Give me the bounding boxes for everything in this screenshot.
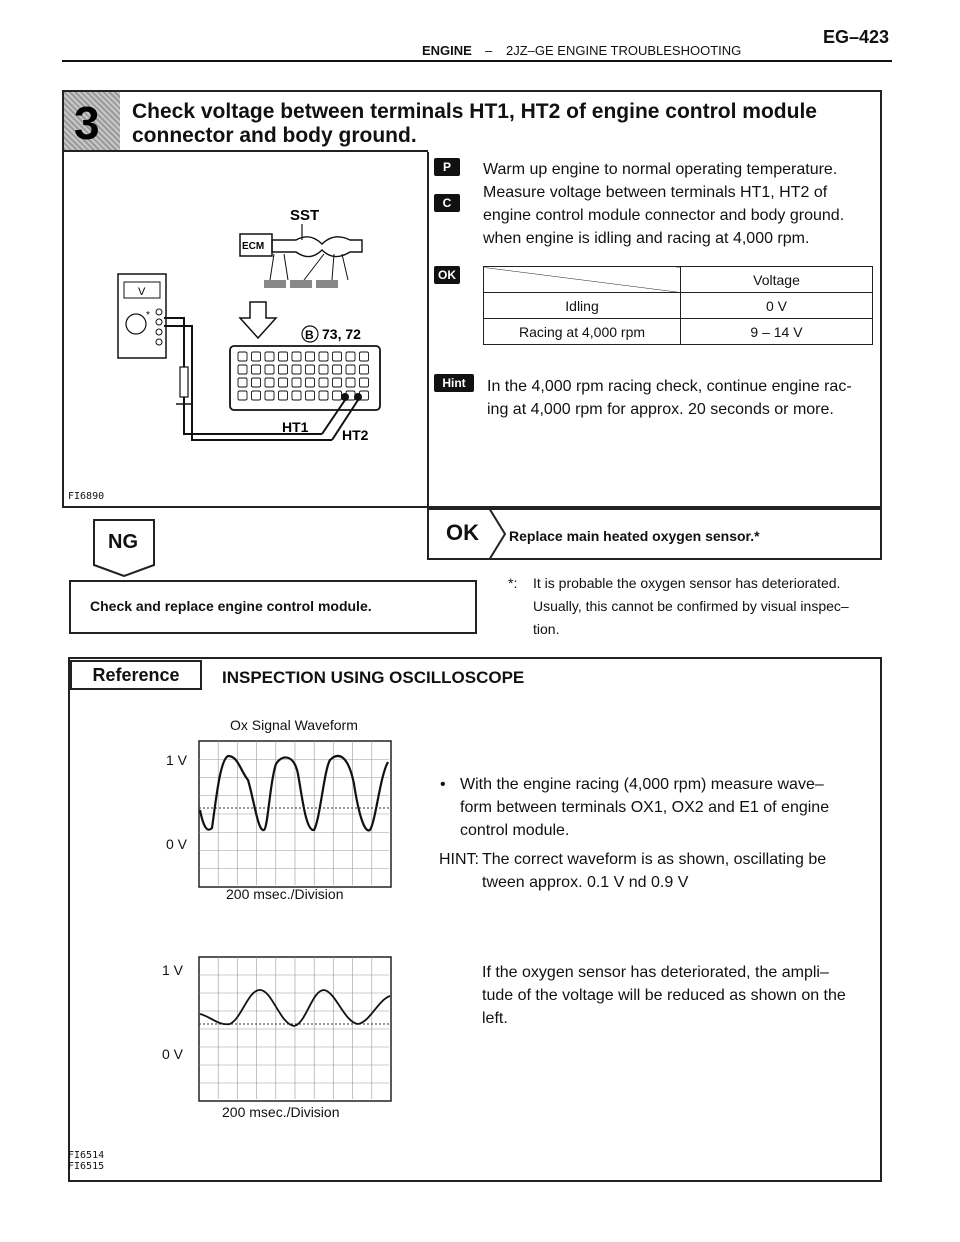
connector-pin: [238, 378, 247, 387]
scope2-display: [198, 956, 392, 1102]
scope1-display: [198, 740, 392, 888]
row-value: 9 – 14 V: [681, 319, 873, 345]
reference-tab: Reference: [70, 660, 202, 690]
connector-pin: [265, 352, 274, 361]
ok-label: OK: [446, 520, 479, 545]
tag-p: P: [434, 158, 460, 176]
connector-pin: [333, 365, 342, 374]
connector-pin: [292, 378, 301, 387]
connector-pin: [360, 378, 369, 387]
reference-title: INSPECTION USING OSCILLOSCOPE: [222, 668, 525, 687]
figure-id-1: FI6514: [68, 1150, 105, 1161]
header-dash: –: [485, 43, 493, 58]
probe-icon: [180, 367, 188, 397]
connector-label: 73, 72: [322, 326, 361, 342]
scope1-0v-label: 0 V: [166, 836, 188, 852]
scope1-title: Ox Signal Waveform: [230, 717, 358, 733]
connector-pins: [238, 352, 369, 400]
connector-pin: [306, 365, 315, 374]
connector-pin: [346, 352, 355, 361]
table-row: [484, 293, 873, 319]
connector-letter: B: [305, 328, 314, 342]
connector-pin: [319, 365, 328, 374]
header-subtitle: 2JZ–GE ENGINE TROUBLESHOOTING: [506, 43, 742, 58]
procedure-line1: Warm up engine to normal operating temperature.: [483, 161, 838, 178]
connector-pin: [333, 391, 342, 400]
sst-label: SST: [290, 207, 320, 224]
bullet-marker: •: [440, 776, 446, 793]
connector-pin: [252, 365, 261, 374]
hint-text: [487, 375, 852, 421]
connector-pin: [238, 391, 247, 400]
connector-pin: [346, 365, 355, 374]
connector-pin: [306, 378, 315, 387]
bullet-text: [460, 773, 829, 842]
connector-pin: [252, 352, 261, 361]
hint-prefix: HINT:: [439, 851, 479, 868]
procedure-line2: Measure voltage between terminals HT1, HT2 of: [483, 184, 828, 201]
connector-pin: [252, 391, 261, 400]
reference-hint-line2: tween approx. 0.1 V nd 0.9 V: [482, 874, 689, 891]
connector-pin: [319, 391, 328, 400]
connector-pin: [279, 391, 288, 400]
header-rule: [62, 60, 892, 62]
footnote-line2: Usually, this cannot be confirmed by visual inspec–: [533, 598, 849, 614]
wiring-diagram: [64, 152, 426, 506]
footnote-line1: It is probable the oxygen sensor has deteriorated.: [533, 575, 841, 591]
connector-pin: [279, 352, 288, 361]
step-title-line2: connector and body ground.: [132, 124, 417, 147]
ecm-label: ECM: [242, 241, 265, 252]
tag-c: C: [434, 194, 460, 212]
connector-pin: [360, 352, 369, 361]
procedure-line3: engine control module connector and body ground.: [483, 207, 845, 224]
tag-ok: OK: [434, 266, 460, 284]
reference-hint: [482, 848, 826, 894]
ht2-label: HT2: [342, 427, 369, 443]
deteriorated-line3: left.: [482, 1010, 508, 1027]
table-header-voltage: Voltage: [681, 267, 873, 293]
voltage-table: [483, 266, 873, 345]
ok-action: Replace main heated oxygen sensor.*: [509, 528, 760, 544]
bullet-line2: form between terminals OX1, OX2 and E1 of engine: [460, 799, 830, 816]
footnote-marker: *:: [508, 575, 518, 591]
ht1-label: HT1: [282, 419, 309, 435]
row-condition: Idling: [484, 293, 681, 319]
step-title: [132, 100, 862, 148]
connector-pin: [238, 352, 247, 361]
connector-pin: [292, 391, 301, 400]
connector-pin: [265, 365, 274, 374]
page-number: EG–423: [823, 27, 890, 47]
meter-label: V: [138, 286, 146, 298]
row-value: 0 V: [681, 293, 873, 319]
ng-action: Check and replace engine control module.: [90, 598, 372, 614]
connector-pin: [333, 378, 342, 387]
step-title-line1: Check voltage between terminals HT1, HT2 of engine control module: [132, 100, 817, 123]
deteriorated-text: [482, 961, 846, 1030]
connector-pin: [279, 378, 288, 387]
connector-pin: [319, 352, 328, 361]
footnote-text: [533, 572, 849, 641]
tag-hint: Hint: [434, 374, 474, 392]
connector-pin: [279, 365, 288, 374]
ht1-pin: [341, 393, 349, 401]
table-row: [484, 319, 873, 345]
connector-pin: [265, 391, 274, 400]
connector-pin: [252, 378, 261, 387]
reference-hint-line1: The correct waveform is as shown, oscillating be: [482, 851, 827, 868]
figure-id-2: FI6515: [68, 1161, 105, 1172]
connector-pin: [360, 365, 369, 374]
ng-label: NG: [108, 531, 138, 553]
arrow-down-icon: [240, 302, 276, 338]
row-condition: Racing at 4,000 rpm: [484, 319, 681, 345]
svg-text:*: *: [146, 310, 150, 321]
reference-frame: [68, 657, 882, 1182]
deteriorated-line2: tude of the voltage will be reduced as shown on the: [482, 987, 846, 1004]
connector-pin: [292, 352, 301, 361]
procedure-text: [483, 158, 844, 250]
connector-pin: [306, 391, 315, 400]
scope1-caption: 200 msec./Division: [226, 886, 344, 902]
step-number: 3: [74, 97, 100, 149]
connector-pin: [333, 352, 342, 361]
scope2-0v-label: 0 V: [162, 1046, 184, 1062]
header-section: ENGINE: [422, 43, 472, 58]
scope1-1v-label: 1 V: [166, 752, 188, 768]
bullet-line1: With the engine racing (4,000 rpm) measure wave–: [460, 776, 824, 793]
scope2-1v-label: 1 V: [162, 962, 184, 978]
footnote-line3: tion.: [533, 621, 560, 637]
connector-pin: [306, 352, 315, 361]
hint-line2: ing at 4,000 rpm for approx. 20 seconds or more.: [487, 401, 834, 418]
procedure-line4: when engine is idling and racing at 4,000 rpm.: [483, 230, 810, 247]
scope1-waveform: [200, 756, 388, 830]
connector-pin: [265, 378, 274, 387]
step-frame-divider: [427, 152, 429, 508]
step-badge: [64, 92, 120, 150]
table-corner: [484, 267, 681, 293]
connector-pin: [319, 378, 328, 387]
connector-pin: [346, 378, 355, 387]
deteriorated-line1: If the oxygen sensor has deteriorated, the ampli–: [482, 964, 829, 981]
ht2-pin: [354, 393, 362, 401]
scope2-caption: 200 msec./Division: [222, 1104, 340, 1120]
figure-id: FI6890: [68, 491, 105, 502]
connector-pin: [292, 365, 301, 374]
connector-pin: [238, 365, 247, 374]
hint-line1: In the 4,000 rpm racing check, continue engine rac-: [487, 378, 852, 395]
bullet-line3: control module.: [460, 822, 570, 839]
